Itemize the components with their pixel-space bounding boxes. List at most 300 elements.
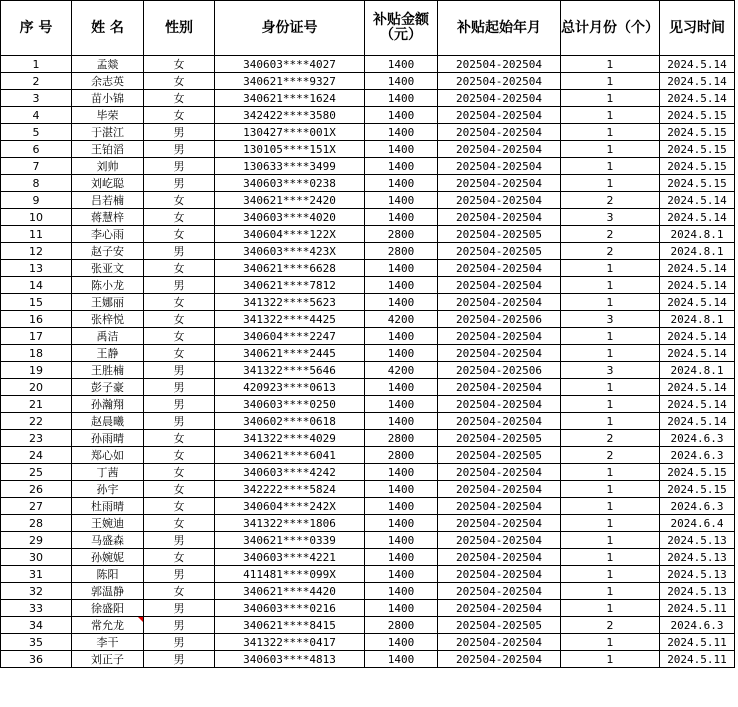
cell-internship-date[interactable]: 2024.5.14 [660, 192, 735, 209]
cell-amount[interactable]: 1400 [365, 124, 438, 141]
cell-period[interactable]: 202504-202504 [438, 124, 561, 141]
cell-period[interactable]: 202504-202504 [438, 90, 561, 107]
cell-gender[interactable]: 男 [144, 413, 215, 430]
cell-name[interactable]: 孙婉妮 [72, 549, 144, 566]
cell-gender[interactable]: 女 [144, 90, 215, 107]
cell-amount[interactable]: 1400 [365, 175, 438, 192]
cell-id-number[interactable]: 340603****4221 [215, 549, 365, 566]
cell-months[interactable]: 3 [561, 362, 660, 379]
cell-seq[interactable]: 11 [1, 226, 72, 243]
cell-internship-date[interactable]: 2024.5.15 [660, 124, 735, 141]
cell-amount[interactable]: 1400 [365, 158, 438, 175]
cell-months[interactable]: 1 [561, 73, 660, 90]
cell-period[interactable]: 202504-202504 [438, 396, 561, 413]
cell-id-number[interactable]: 341322****4029 [215, 430, 365, 447]
cell-name[interactable]: 赵晨曦 [72, 413, 144, 430]
cell-seq[interactable]: 5 [1, 124, 72, 141]
cell-name[interactable]: 张亚文 [72, 260, 144, 277]
cell-internship-date[interactable]: 2024.5.14 [660, 209, 735, 226]
cell-name[interactable]: 王铂滔 [72, 141, 144, 158]
cell-gender[interactable]: 女 [144, 345, 215, 362]
table-row [1, 583, 735, 600]
cell-seq[interactable]: 16 [1, 311, 72, 328]
cell-amount[interactable]: 1400 [365, 566, 438, 583]
cell-seq[interactable]: 12 [1, 243, 72, 260]
cell-gender[interactable]: 女 [144, 226, 215, 243]
cell-internship-date[interactable]: 2024.5.14 [660, 396, 735, 413]
cell-internship-date[interactable]: 2024.5.14 [660, 328, 735, 345]
cell-period[interactable]: 202504-202504 [438, 175, 561, 192]
cell-seq[interactable]: 4 [1, 107, 72, 124]
cell-gender[interactable]: 女 [144, 447, 215, 464]
cell-name[interactable]: 禹洁 [72, 328, 144, 345]
cell-gender[interactable]: 男 [144, 600, 215, 617]
cell-seq[interactable]: 10 [1, 209, 72, 226]
cell-internship-date[interactable]: 2024.6.4 [660, 515, 735, 532]
cell-gender[interactable]: 女 [144, 73, 215, 90]
cell-internship-date[interactable]: 2024.6.3 [660, 617, 735, 634]
cell-months[interactable]: 2 [561, 430, 660, 447]
cell-amount[interactable]: 1400 [365, 260, 438, 277]
cell-seq[interactable]: 9 [1, 192, 72, 209]
cell-months[interactable]: 1 [561, 413, 660, 430]
cell-seq[interactable]: 30 [1, 549, 72, 566]
cell-name[interactable]: 杜雨晴 [72, 498, 144, 515]
header-internship-date[interactable]: 见习时间 [660, 1, 735, 56]
cell-id-number[interactable]: 340603****4027 [215, 56, 365, 73]
cell-months[interactable]: 1 [561, 396, 660, 413]
cell-gender[interactable]: 女 [144, 260, 215, 277]
cell-gender[interactable]: 女 [144, 498, 215, 515]
cell-seq[interactable]: 28 [1, 515, 72, 532]
cell-gender[interactable]: 男 [144, 566, 215, 583]
cell-internship-date[interactable]: 2024.5.15 [660, 158, 735, 175]
cell-internship-date[interactable]: 2024.5.13 [660, 583, 735, 600]
cell-internship-date[interactable]: 2024.5.13 [660, 566, 735, 583]
cell-seq[interactable]: 24 [1, 447, 72, 464]
cell-period[interactable]: 202504-202504 [438, 481, 561, 498]
cell-seq[interactable]: 26 [1, 481, 72, 498]
cell-period[interactable]: 202504-202504 [438, 73, 561, 90]
cell-name[interactable]: 孟燚 [72, 56, 144, 73]
cell-id-number[interactable]: 340621****8415 [215, 617, 365, 634]
cell-period[interactable]: 202504-202504 [438, 141, 561, 158]
cell-internship-date[interactable]: 2024.5.14 [660, 73, 735, 90]
cell-internship-date[interactable]: 2024.5.13 [660, 532, 735, 549]
cell-seq[interactable]: 35 [1, 634, 72, 651]
cell-internship-date[interactable]: 2024.5.14 [660, 294, 735, 311]
cell-seq[interactable]: 31 [1, 566, 72, 583]
cell-months[interactable]: 3 [561, 209, 660, 226]
cell-internship-date[interactable]: 2024.5.14 [660, 379, 735, 396]
cell-gender[interactable]: 女 [144, 328, 215, 345]
cell-period[interactable]: 202504-202505 [438, 617, 561, 634]
cell-amount[interactable]: 1400 [365, 532, 438, 549]
cell-period[interactable]: 202504-202504 [438, 328, 561, 345]
table-row [1, 226, 735, 243]
cell-amount[interactable]: 1400 [365, 379, 438, 396]
cell-gender[interactable]: 男 [144, 379, 215, 396]
cell-name[interactable]: 郭温静 [72, 583, 144, 600]
header-seq[interactable]: 序 号 [1, 1, 72, 56]
cell-id-number[interactable]: 341322****4425 [215, 311, 365, 328]
cell-months[interactable]: 2 [561, 447, 660, 464]
cell-months[interactable]: 1 [561, 175, 660, 192]
cell-gender[interactable]: 女 [144, 192, 215, 209]
cell-name[interactable]: 孙雨晴 [72, 430, 144, 447]
cell-amount[interactable]: 4200 [365, 311, 438, 328]
cell-amount[interactable]: 1400 [365, 107, 438, 124]
cell-internship-date[interactable]: 2024.5.15 [660, 175, 735, 192]
cell-id-number[interactable]: 341322****5623 [215, 294, 365, 311]
cell-name[interactable]: 丁茜 [72, 464, 144, 481]
cell-seq[interactable]: 27 [1, 498, 72, 515]
cell-months[interactable]: 2 [561, 192, 660, 209]
cell-gender[interactable]: 女 [144, 481, 215, 498]
cell-amount[interactable]: 1400 [365, 600, 438, 617]
cell-id-number[interactable]: 340603****423X [215, 243, 365, 260]
cell-internship-date[interactable]: 2024.5.15 [660, 141, 735, 158]
header-months[interactable]: 总计月份（个） [561, 1, 660, 56]
cell-amount[interactable]: 2800 [365, 243, 438, 260]
cell-gender[interactable]: 女 [144, 209, 215, 226]
cell-gender[interactable]: 男 [144, 651, 215, 668]
cell-months[interactable]: 1 [561, 634, 660, 651]
cell-seq[interactable]: 32 [1, 583, 72, 600]
cell-gender[interactable]: 男 [144, 396, 215, 413]
cell-gender[interactable]: 女 [144, 549, 215, 566]
cell-seq[interactable]: 7 [1, 158, 72, 175]
cell-months[interactable]: 1 [561, 158, 660, 175]
cell-id-number[interactable]: 340602****0618 [215, 413, 365, 430]
cell-period[interactable]: 202504-202504 [438, 56, 561, 73]
cell-seq[interactable]: 25 [1, 464, 72, 481]
cell-amount[interactable]: 1400 [365, 209, 438, 226]
cell-months[interactable]: 1 [561, 277, 660, 294]
cell-period[interactable]: 202504-202505 [438, 243, 561, 260]
cell-name[interactable]: 孙瀚翔 [72, 396, 144, 413]
cell-months[interactable]: 1 [561, 260, 660, 277]
cell-id-number[interactable]: 340621****9327 [215, 73, 365, 90]
cell-internship-date[interactable]: 2024.5.14 [660, 56, 735, 73]
cell-seq[interactable]: 19 [1, 362, 72, 379]
cell-name[interactable]: 王娜丽 [72, 294, 144, 311]
cell-seq[interactable]: 22 [1, 413, 72, 430]
cell-internship-date[interactable]: 2024.5.13 [660, 549, 735, 566]
cell-id-number[interactable]: 340621****0339 [215, 532, 365, 549]
cell-period[interactable]: 202504-202505 [438, 226, 561, 243]
cell-months[interactable]: 1 [561, 532, 660, 549]
cell-name[interactable]: 王静 [72, 345, 144, 362]
cell-id-number[interactable]: 340604****2247 [215, 328, 365, 345]
cell-id-number[interactable]: 420923****0613 [215, 379, 365, 396]
cell-amount[interactable]: 1400 [365, 141, 438, 158]
cell-period[interactable]: 202504-202504 [438, 158, 561, 175]
table-row [1, 413, 735, 430]
cell-amount[interactable]: 1400 [365, 515, 438, 532]
cell-amount[interactable]: 1400 [365, 192, 438, 209]
cell-gender[interactable]: 女 [144, 583, 215, 600]
cell-name[interactable]: 张梓悦 [72, 311, 144, 328]
cell-months[interactable]: 1 [561, 464, 660, 481]
cell-months[interactable]: 2 [561, 617, 660, 634]
cell-months[interactable]: 1 [561, 107, 660, 124]
cell-seq[interactable]: 18 [1, 345, 72, 362]
cell-months[interactable]: 1 [561, 481, 660, 498]
cell-months[interactable]: 1 [561, 515, 660, 532]
header-id-number[interactable]: 身份证号 [215, 1, 365, 56]
cell-id-number[interactable]: 130105****151X [215, 141, 365, 158]
cell-internship-date[interactable]: 2024.5.11 [660, 634, 735, 651]
cell-seq[interactable]: 8 [1, 175, 72, 192]
cell-seq[interactable]: 23 [1, 430, 72, 447]
cell-name[interactable]: 陈阳 [72, 566, 144, 583]
cell-period[interactable]: 202504-202504 [438, 549, 561, 566]
cell-id-number[interactable]: 341322****0417 [215, 634, 365, 651]
cell-name[interactable]: 蒋慧梓 [72, 209, 144, 226]
cell-seq[interactable]: 3 [1, 90, 72, 107]
cell-name[interactable]: 王婉迪 [72, 515, 144, 532]
cell-id-number[interactable]: 340603****0238 [215, 175, 365, 192]
cell-amount[interactable]: 1400 [365, 583, 438, 600]
cell-amount[interactable]: 1400 [365, 56, 438, 73]
cell-id-number[interactable]: 130633****3499 [215, 158, 365, 175]
cell-internship-date[interactable]: 2024.5.15 [660, 481, 735, 498]
cell-name[interactable]: 李心雨 [72, 226, 144, 243]
cell-months[interactable]: 1 [561, 56, 660, 73]
cell-internship-date[interactable]: 2024.8.1 [660, 243, 735, 260]
cell-amount[interactable]: 1400 [365, 73, 438, 90]
cell-name[interactable]: 赵子安 [72, 243, 144, 260]
cell-period[interactable]: 202504-202504 [438, 634, 561, 651]
cell-gender[interactable]: 男 [144, 362, 215, 379]
cell-amount[interactable]: 1400 [365, 277, 438, 294]
cell-period[interactable]: 202504-202504 [438, 260, 561, 277]
cell-months[interactable]: 1 [561, 345, 660, 362]
cell-seq[interactable]: 2 [1, 73, 72, 90]
cell-name[interactable]: 吕若楠 [72, 192, 144, 209]
cell-id-number[interactable]: 342222****5824 [215, 481, 365, 498]
cell-gender[interactable]: 女 [144, 56, 215, 73]
cell-seq[interactable]: 36 [1, 651, 72, 668]
cell-months[interactable]: 2 [561, 226, 660, 243]
cell-name[interactable]: 王胜楠 [72, 362, 144, 379]
cell-gender[interactable]: 男 [144, 277, 215, 294]
cell-months[interactable]: 1 [561, 600, 660, 617]
cell-gender[interactable]: 女 [144, 515, 215, 532]
cell-gender[interactable]: 男 [144, 634, 215, 651]
cell-name[interactable]: 彭子豪 [72, 379, 144, 396]
cell-gender[interactable]: 男 [144, 617, 215, 634]
cell-internship-date[interactable]: 2024.5.14 [660, 90, 735, 107]
cell-period[interactable]: 202504-202505 [438, 447, 561, 464]
cell-months[interactable]: 1 [561, 379, 660, 396]
cell-period[interactable]: 202504-202504 [438, 192, 561, 209]
cell-gender[interactable]: 男 [144, 243, 215, 260]
cell-period[interactable]: 202504-202504 [438, 651, 561, 668]
cell-id-number[interactable]: 340604****122X [215, 226, 365, 243]
cell-seq[interactable]: 13 [1, 260, 72, 277]
cell-id-number[interactable]: 340604****242X [215, 498, 365, 515]
cell-gender[interactable]: 女 [144, 464, 215, 481]
cell-seq[interactable]: 20 [1, 379, 72, 396]
cell-gender[interactable]: 男 [144, 124, 215, 141]
cell-name[interactable]: 徐盛阳 [72, 600, 144, 617]
cell-id-number[interactable]: 342422****3580 [215, 107, 365, 124]
cell-id-number[interactable]: 411481****099X [215, 566, 365, 583]
cell-period[interactable]: 202504-202504 [438, 209, 561, 226]
cell-name[interactable]: 刘正子 [72, 651, 144, 668]
cell-period[interactable]: 202504-202506 [438, 311, 561, 328]
cell-name[interactable]: 毕荣 [72, 107, 144, 124]
cell-months[interactable]: 1 [561, 549, 660, 566]
cell-name[interactable]: 于湛江 [72, 124, 144, 141]
cell-name[interactable]: 余志英 [72, 73, 144, 90]
cell-name[interactable]: 陈小龙 [72, 277, 144, 294]
cell-months[interactable]: 1 [561, 498, 660, 515]
cell-internship-date[interactable]: 2024.6.3 [660, 430, 735, 447]
cell-id-number[interactable]: 340621****1624 [215, 90, 365, 107]
cell-internship-date[interactable]: 2024.5.14 [660, 277, 735, 294]
header-period[interactable]: 补贴起始年月 [438, 1, 561, 56]
cell-id-number[interactable]: 340621****7812 [215, 277, 365, 294]
cell-name[interactable]: 苗小锦 [72, 90, 144, 107]
cell-internship-date[interactable]: 2024.5.14 [660, 260, 735, 277]
cell-months[interactable]: 1 [561, 294, 660, 311]
cell-gender[interactable]: 男 [144, 141, 215, 158]
cell-amount[interactable]: 1400 [365, 464, 438, 481]
cell-name[interactable]: 马盛森 [72, 532, 144, 549]
cell-period[interactable]: 202504-202504 [438, 498, 561, 515]
cell-period[interactable]: 202504-202504 [438, 277, 561, 294]
cell-amount[interactable]: 1400 [365, 498, 438, 515]
cell-amount[interactable]: 1400 [365, 413, 438, 430]
cell-gender[interactable]: 男 [144, 175, 215, 192]
cell-seq[interactable]: 15 [1, 294, 72, 311]
cell-id-number[interactable]: 130427****001X [215, 124, 365, 141]
cell-amount[interactable]: 1400 [365, 90, 438, 107]
cell-internship-date[interactable]: 2024.5.15 [660, 464, 735, 481]
cell-months[interactable]: 1 [561, 124, 660, 141]
cell-gender[interactable]: 女 [144, 294, 215, 311]
cell-amount[interactable]: 2800 [365, 226, 438, 243]
header-gender[interactable]: 性别 [144, 1, 215, 56]
cell-amount[interactable]: 4200 [365, 362, 438, 379]
table-row [1, 311, 735, 328]
cell-name[interactable]: 郑心如 [72, 447, 144, 464]
cell-period[interactable]: 202504-202504 [438, 583, 561, 600]
cell-name[interactable]: 刘屹聪 [72, 175, 144, 192]
cell-internship-date[interactable]: 2024.5.11 [660, 651, 735, 668]
cell-months[interactable]: 1 [561, 566, 660, 583]
cell-gender[interactable]: 女 [144, 311, 215, 328]
cell-period[interactable]: 202504-202504 [438, 107, 561, 124]
cell-months[interactable]: 1 [561, 328, 660, 345]
cell-gender[interactable]: 男 [144, 532, 215, 549]
cell-id-number[interactable]: 340603****4020 [215, 209, 365, 226]
cell-amount[interactable]: 1400 [365, 294, 438, 311]
cell-internship-date[interactable]: 2024.5.14 [660, 345, 735, 362]
cell-period[interactable]: 202504-202504 [438, 515, 561, 532]
cell-internship-date[interactable]: 2024.8.1 [660, 311, 735, 328]
cell-seq[interactable]: 29 [1, 532, 72, 549]
cell-amount[interactable]: 1400 [365, 345, 438, 362]
cell-period[interactable]: 202504-202504 [438, 532, 561, 549]
cell-id-number[interactable]: 340603****4242 [215, 464, 365, 481]
cell-months[interactable]: 3 [561, 311, 660, 328]
cell-period[interactable]: 202504-202504 [438, 464, 561, 481]
cell-period[interactable]: 202504-202506 [438, 362, 561, 379]
cell-period[interactable]: 202504-202504 [438, 566, 561, 583]
cell-months[interactable]: 2 [561, 243, 660, 260]
cell-internship-date[interactable]: 2024.5.14 [660, 413, 735, 430]
cell-gender[interactable]: 女 [144, 430, 215, 447]
cell-months[interactable]: 1 [561, 583, 660, 600]
cell-seq[interactable]: 34 [1, 617, 72, 634]
cell-amount[interactable]: 1400 [365, 328, 438, 345]
cell-period[interactable]: 202504-202504 [438, 294, 561, 311]
cell-amount[interactable]: 1400 [365, 651, 438, 668]
cell-seq[interactable]: 21 [1, 396, 72, 413]
cell-name[interactable]: 常允龙 [72, 617, 144, 634]
cell-amount[interactable]: 1400 [365, 634, 438, 651]
cell-period[interactable]: 202504-202504 [438, 413, 561, 430]
cell-id-number[interactable]: 340621****2420 [215, 192, 365, 209]
cell-amount[interactable]: 1400 [365, 396, 438, 413]
cell-amount[interactable]: 1400 [365, 481, 438, 498]
cell-months[interactable]: 1 [561, 651, 660, 668]
cell-name[interactable]: 李干 [72, 634, 144, 651]
cell-name[interactable]: 孙宇 [72, 481, 144, 498]
cell-id-number[interactable]: 340621****2445 [215, 345, 365, 362]
cell-seq[interactable]: 33 [1, 600, 72, 617]
cell-seq[interactable]: 1 [1, 56, 72, 73]
cell-period[interactable]: 202504-202504 [438, 379, 561, 396]
cell-amount[interactable]: 2800 [365, 447, 438, 464]
cell-amount[interactable]: 2800 [365, 430, 438, 447]
cell-internship-date[interactable]: 2024.8.1 [660, 362, 735, 379]
cell-internship-date[interactable]: 2024.5.15 [660, 107, 735, 124]
cell-internship-date[interactable]: 2024.6.3 [660, 447, 735, 464]
cell-name[interactable]: 刘帅 [72, 158, 144, 175]
cell-months[interactable]: 1 [561, 90, 660, 107]
cell-seq[interactable]: 14 [1, 277, 72, 294]
cell-id-number[interactable]: 340621****4420 [215, 583, 365, 600]
cell-internship-date[interactable]: 2024.6.3 [660, 498, 735, 515]
cell-id-number[interactable]: 340603****4813 [215, 651, 365, 668]
cell-gender[interactable]: 女 [144, 107, 215, 124]
header-name[interactable]: 姓 名 [72, 1, 144, 56]
cell-period[interactable]: 202504-202505 [438, 430, 561, 447]
cell-period[interactable]: 202504-202504 [438, 345, 561, 362]
cell-months[interactable]: 1 [561, 141, 660, 158]
cell-gender[interactable]: 男 [144, 158, 215, 175]
header-amount[interactable]: 补贴金额（元） [365, 1, 438, 56]
cell-id-number[interactable]: 340621****6628 [215, 260, 365, 277]
cell-id-number[interactable]: 341322****5646 [215, 362, 365, 379]
cell-id-number[interactable]: 341322****1806 [215, 515, 365, 532]
cell-id-number[interactable]: 340621****6041 [215, 447, 365, 464]
cell-internship-date[interactable]: 2024.5.11 [660, 600, 735, 617]
cell-id-number[interactable]: 340603****0216 [215, 600, 365, 617]
cell-id-number[interactable]: 340603****0250 [215, 396, 365, 413]
cell-seq[interactable]: 17 [1, 328, 72, 345]
cell-seq[interactable]: 6 [1, 141, 72, 158]
cell-period[interactable]: 202504-202504 [438, 600, 561, 617]
cell-amount[interactable]: 2800 [365, 617, 438, 634]
cell-internship-date[interactable]: 2024.8.1 [660, 226, 735, 243]
cell-amount[interactable]: 1400 [365, 549, 438, 566]
